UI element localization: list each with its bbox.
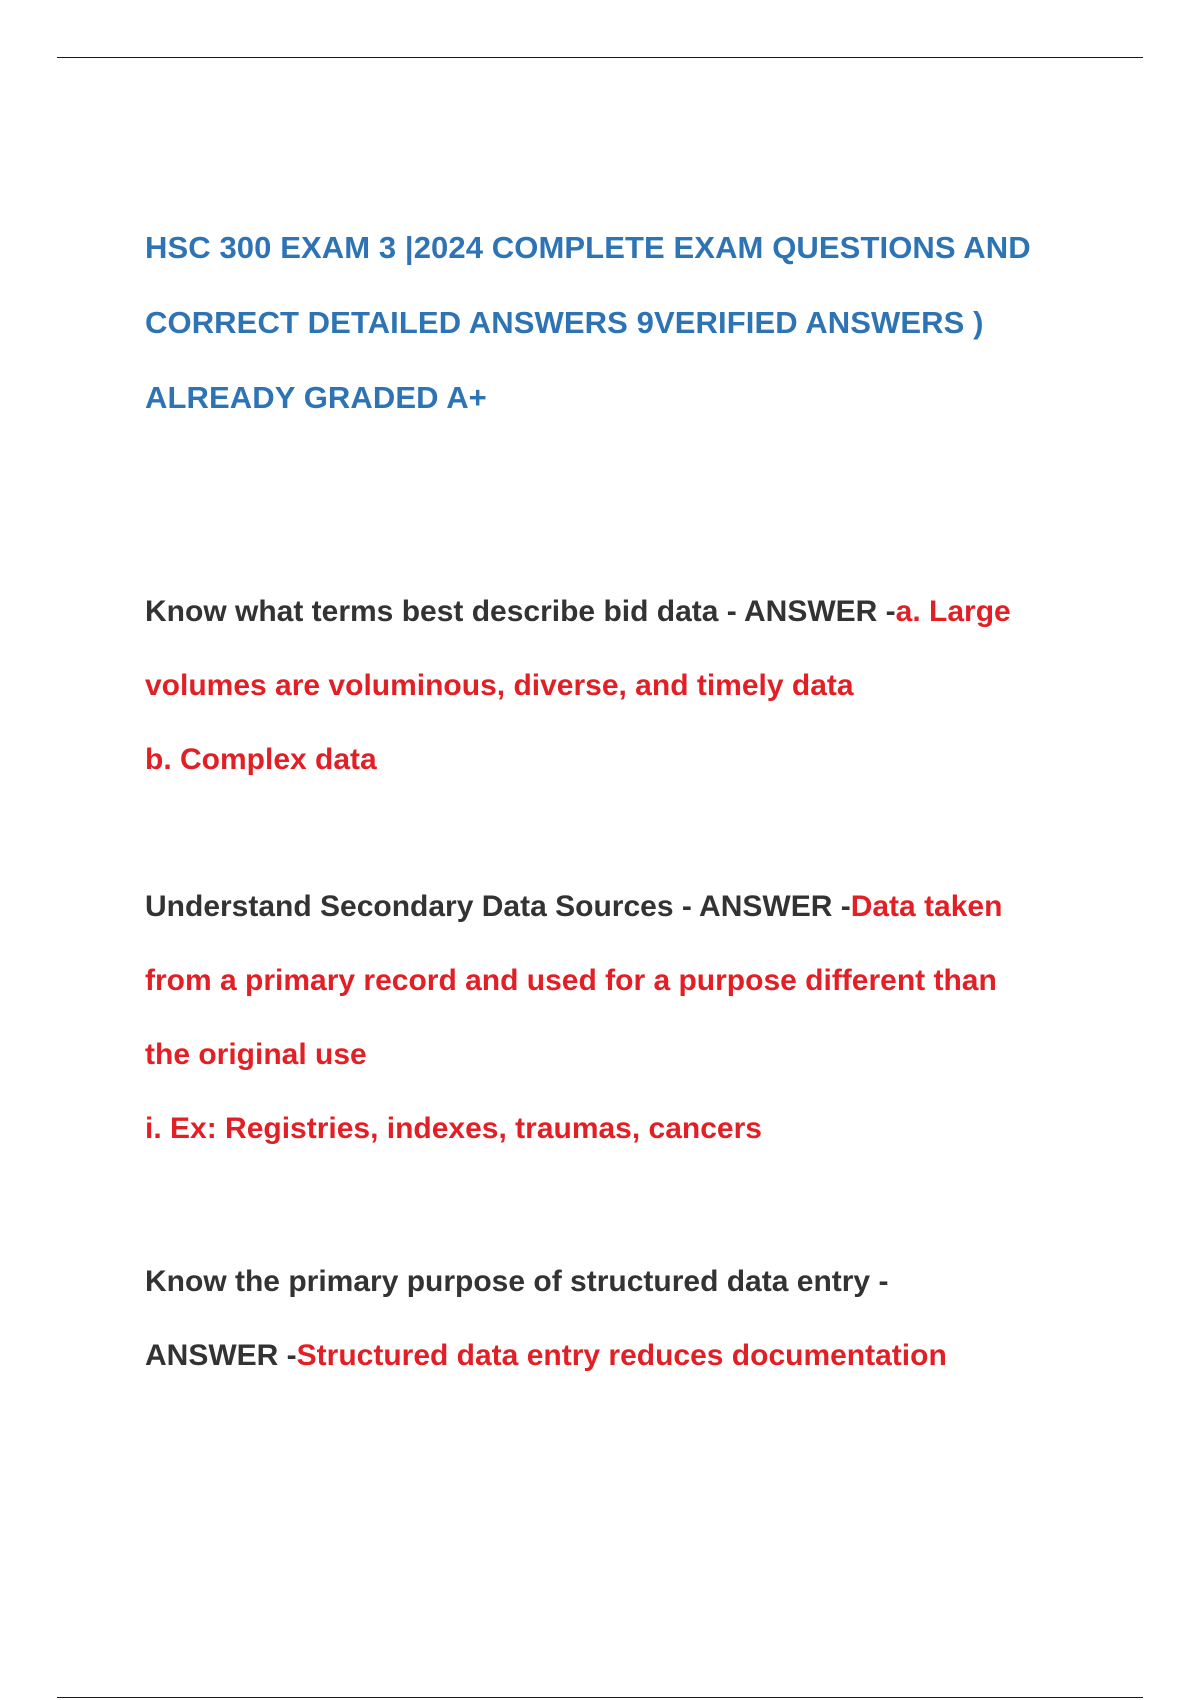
qa-item-secondary-data-sources (145, 870, 1125, 1166)
question-text: Understand Secondary Data Sources - ANSWER - (145, 890, 851, 923)
answer-text: Structured data entry reduces documentation (296, 1339, 947, 1372)
qa-line (145, 1319, 1125, 1393)
qa-line (145, 870, 1125, 944)
question-text: Know what terms best describe bid data - ANSWER - (145, 595, 896, 628)
bottom-rule (57, 1697, 1143, 1698)
title-line-1: HSC 300 EXAM 3 |2024 COMPLETE EXAM QUESTIONS AND (145, 230, 1031, 265)
answer-text: i. Ex: Registries, indexes, traumas, cancers (145, 1112, 762, 1145)
question-text: ANSWER - (145, 1339, 297, 1372)
qa-line (145, 575, 1125, 649)
qa-item-big-data (145, 575, 1125, 797)
answer-text: b. Complex data (145, 743, 377, 776)
question-text: Know the primary purpose of structured data entry - (145, 1265, 889, 1298)
title-line-2: CORRECT DETAILED ANSWERS 9VERIFIED ANSWERS ) (145, 305, 984, 340)
qa-item-structured-data-entry (145, 1245, 1125, 1393)
answer-text: from a primary record and used for a purpose different than (145, 964, 997, 997)
answer-text: volumes are voluminous, diverse, and timely data (145, 669, 854, 702)
title-line-3: ALREADY GRADED A+ (145, 380, 487, 415)
answer-text: Data taken (850, 890, 1003, 923)
top-rule (57, 57, 1143, 58)
answer-text: a. Large (895, 595, 1011, 628)
answer-text: the original use (145, 1038, 367, 1071)
page-title (145, 210, 1105, 435)
